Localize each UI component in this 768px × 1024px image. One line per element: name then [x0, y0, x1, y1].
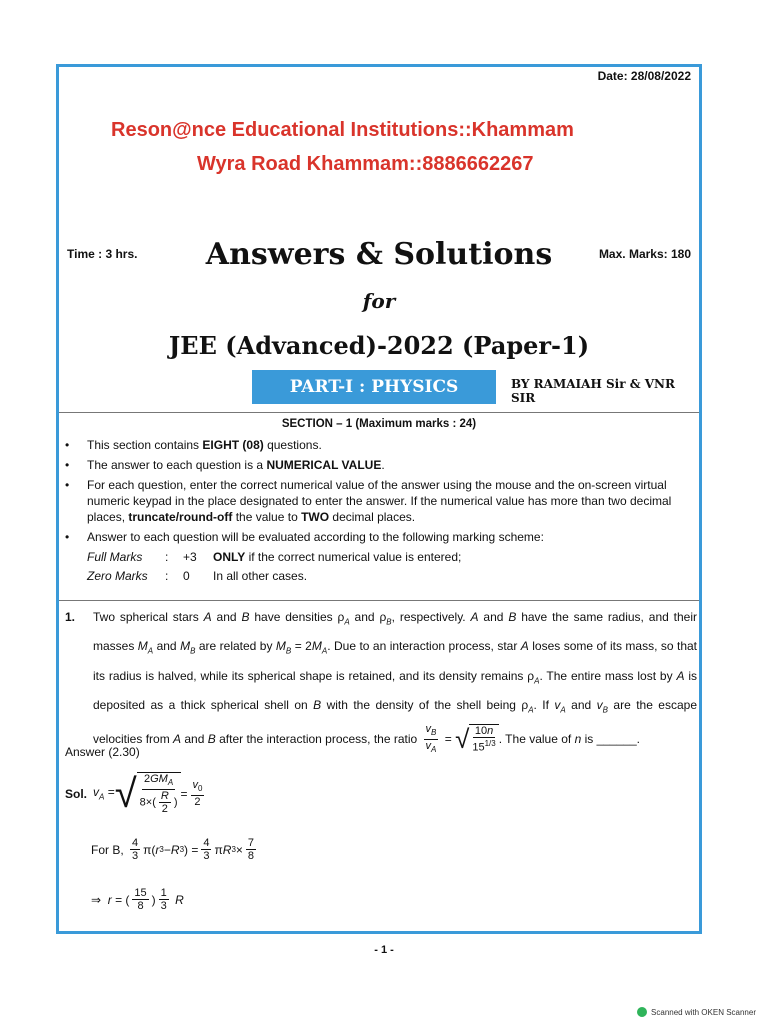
exam-duration: Time : 3 hrs. — [67, 247, 138, 261]
title-for: for — [362, 289, 396, 313]
instructions-list — [65, 437, 697, 587]
scanner-watermark: Scanned with OKEN Scanner — [637, 1007, 756, 1017]
marking-row: Zero Marks : 0 In all other cases. — [87, 569, 308, 583]
date: Date: 28/08/2022 — [597, 69, 691, 83]
divider — [59, 412, 699, 413]
page-title: Answers & Solutions — [205, 237, 553, 272]
solution-step-1: Sol. $v_A$ = √ $2GM_A$ 8×( $\frac{R}{2}$ ) = $\frac{v_0}{2}$ — [65, 771, 203, 816]
instruction-item: • For each question, enter the correct numerical value of the answer using the mouse and the on-screen virtual numeric keypad in the place designated to enter the answer. If the numerical value has more than two decimal places, truncate/round-off the value to TWO decimal places. — [65, 478, 672, 524]
implies-icon: ⇒ — [91, 892, 102, 907]
section-heading: SECTION – 1 (Maximum marks : 24) — [281, 418, 477, 430]
instruction-item: • This section contains EIGHT (08) questions. — [65, 438, 322, 452]
solution-label: Sol. — [65, 786, 88, 801]
instruction-item: • Answer to each question will be evaluated according to the following marking scheme: — [65, 530, 544, 544]
institution-address: Wyra Road Khammam::8886662267 — [197, 153, 534, 175]
marking-row: Full Marks : +3 ONLY if the correct numerical value is entered; — [87, 550, 462, 564]
max-marks: Max. Marks: 180 — [598, 247, 691, 261]
scanner-logo-icon — [637, 1007, 647, 1017]
bullet-icon: • — [65, 458, 70, 472]
authors: BY RAMAIAH Sir & VNR SIR — [511, 377, 675, 405]
instruction-item: • The answer to each question is a NUMERICAL VALUE. — [65, 458, 385, 472]
bullet-icon: • — [65, 478, 70, 492]
page-number: - 1 - — [374, 944, 394, 956]
part-banner: PART-I : PHYSICS — [252, 370, 496, 404]
exam-name: JEE (Advanced)-2022 (Paper-1) — [168, 331, 590, 360]
answer: Answer (2.30) — [65, 745, 140, 759]
question-number: 1. — [65, 610, 76, 624]
bullet-icon: • — [65, 438, 70, 452]
solution-step-3: ⇒ r = ( $\frac{15}{8}$ ) $\frac{1}{3}$ R — [91, 887, 184, 912]
question-1 — [65, 605, 697, 756]
divider — [59, 600, 699, 601]
institution-name: Reson@nce Educational Institutions::Khammam — [111, 119, 574, 141]
question-text: Two spherical stars A and B have densities $\rho_A$ and $\rho_B$, respectively. A and B have the same radius, and their masses $M_A$ and $M_B$ are related by $M_B = 2M_A$. Due to an interaction process, star A loses some of its mass, so that its radius is halved, while its spherical shape is retained, and its density remains $\rho_A$. The entire mass lost by A is deposited as a thick spherical shell on B with the density of the shell being $\rho_A$. If $v_A$ and $v_B$ are the escape velocities from A and B after the interaction process, the ratio $\frac{v_B}{v_A}$ = √ $\frac{10n}{15^{1/3}}$ . The value of n is ______. — [93, 610, 698, 755]
page-frame — [56, 64, 702, 934]
solution-step-2: For B, $\frac{4}{3}$ π( r 3 − R 3 ) = $\frac{4}{3}$ π R 3 × $\frac{7}{8}$ — [91, 837, 255, 862]
bullet-icon: • — [65, 530, 70, 544]
